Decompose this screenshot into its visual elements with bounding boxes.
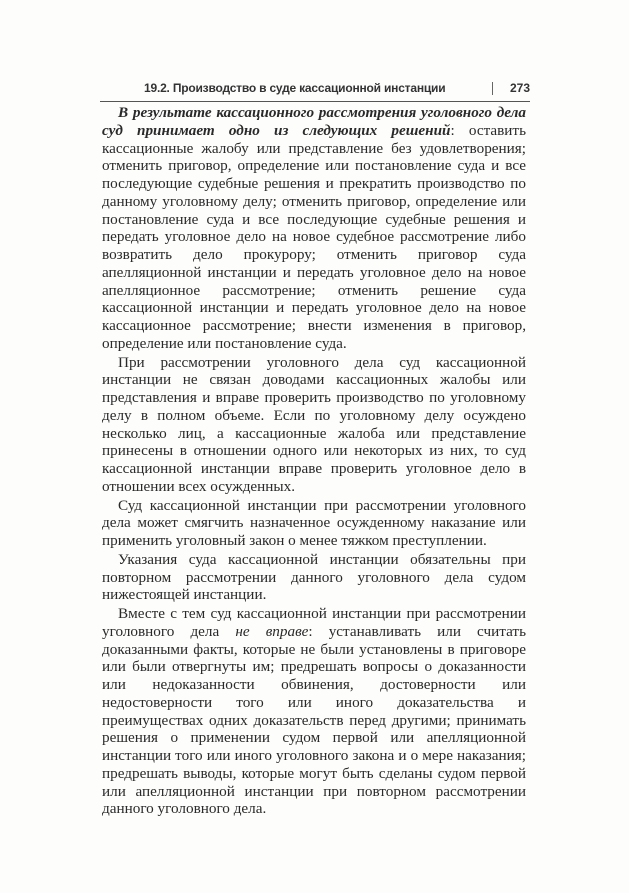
paragraph-text: Вместе с тем суд кассационной инстанции при рассмотрении уголовного дела [102,605,526,640]
paragraph-text: : устанавливать или считать доказанными факты, которые не были установлены в приговоре или были отвергнуты им; предрешать вопросы о доказанности или недоказанности обвинения, достоверности или недостоверности того или иного доказательства и преимуществах одних доказательств перед другими; принимать решения о применении судом первой или апелляционной инстанции того или иного уголовного закона и о мере наказания; предрешать выводы, которые могут быть сделаны судом первой или апелляционной инстанции при повторном рассмотрении данного уголовного дела. [102,622,526,818]
paragraph-text: Указания суда кассационной инстанции обязательны при повторном рассмотрении данного уголовного дела судом нижестоящей инстанции. [102,550,526,604]
paragraph-decisions [102,104,526,353]
paragraph-binding-instructions [102,551,526,604]
paragraph-text: При рассмотрении уголовного дела суд кассационной инстанции не связан доводами кассационных жалобы или представления и вправе проверить производство по уголовному делу в полном объеме. Если по уголовному делу осуждено несколько лиц, а кассационные жалоба или представление принесены в отношении одного или некоторых из них, то суд кассационной инстанции вправе проверить уголовное дело в отношении всех осужденных. [102,353,526,495]
paragraph-inline-emphasis: не вправе [235,622,309,640]
paragraph-text: Суд кассационной инстанции при рассмотрении уголовного дела может смягчить назначенное осужденному наказание или применить уголовный закон о менее тяжком преступлении. [102,496,526,549]
header-rule [100,101,530,102]
running-head-divider [492,82,493,95]
paragraph-text: : оставить кассационные жалобу или представление без удовлетворения; отменить приговор, определение или постановление суда и все последующие судебные решения и прекратить производство по данному уголовному делу; отменить приговор, определение или постановление суда и все последующие судебные решения и передать уголовное дело на новое судебное рассмотрение либо возвратить дело прокурору; отменить приговор суда апелляционной инстанции и передать уголовное дело на новое апелляционное рассмотрение; отменить решение суда кассационной инстанции и передать уголовное дело на новое кассационное рассмотрение; внести изменения в приговор, определение или постановление суда. [102,121,526,352]
body-text [102,104,526,818]
paragraph-lead-emphasis: В результате кассационного рассмотрения уголовного дела суд принимает одно из следующих решений [102,104,526,139]
paragraph-limitations [102,605,526,818]
running-head-title: 19.2. Производство в суде кассационной инстанции [144,81,446,95]
page-number: 273 [509,81,530,95]
paragraph-scope-of-review [102,354,526,496]
running-head [100,81,530,99]
paragraph-mitigation [102,497,526,550]
